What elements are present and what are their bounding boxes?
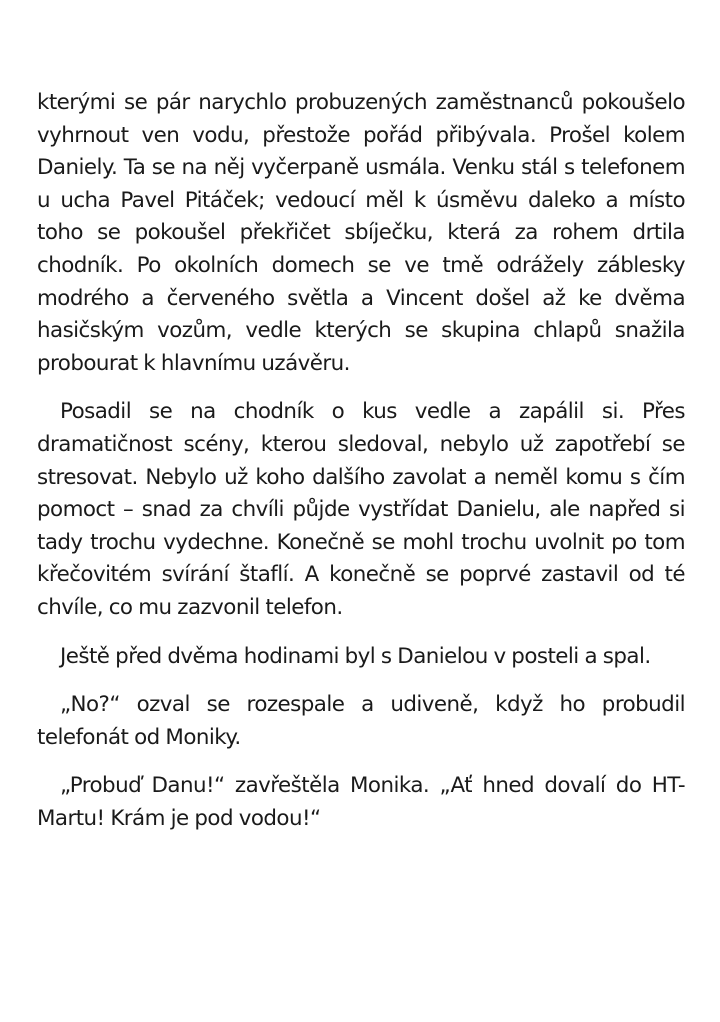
body-text [37, 87, 685, 851]
paragraph-3: Ještě před dvěma hodinami byl s Danielou v posteli a spal. [60, 643, 651, 669]
paragraph-5: „Probuď Danu!“ zavřeštěla Monika. „Ať hned dovalí do HT-Martu! Krám je pod vodou!“ [37, 773, 685, 831]
paragraph-1: kterými se pár narychlo probuzených zaměstnanců pokoušelo vyhrnout ven vodu, přestože pořád přibývala. Prošel kolem Daniely. Ta se na něj vyčerpaně usmála. Venku stál s telefonem u ucha Pavel Pitáček; vedoucí měl k úsměvu daleko a místo toho se pokoušel překřičet sbíječku, která za rohem drtila chodník. Po okolních domech se ve tmě odrážely záblesky modrého a červeného světla a Vincent došel až ke dvěma hasičským vozům, vedle kterých se skupina chlapů snažila probourat k hlavnímu uzávěru. [37, 90, 685, 376]
paragraph-4: „No?“ ozval se rozespale a udiveně, když ho probudil telefonát od Moniky. [37, 692, 685, 750]
paragraph-2: Posadil se na chodník o kus vedle a zapálil si. Přes dramatičnost scény, kterou sledoval, nebylo už zapotřebí se stresovat. Nebylo už koho dalšího zavolat a neměl komu s čím pomoct – snad za chvíli půjde vystřídat Danielu, ale napřed si tady trochu vydechne. Konečně se mohl trochu uvolnit po tom křečovitém svírání štaflí. A konečně se poprvé zastavil od té chvíle, co mu zazvonil telefon. [37, 399, 685, 620]
